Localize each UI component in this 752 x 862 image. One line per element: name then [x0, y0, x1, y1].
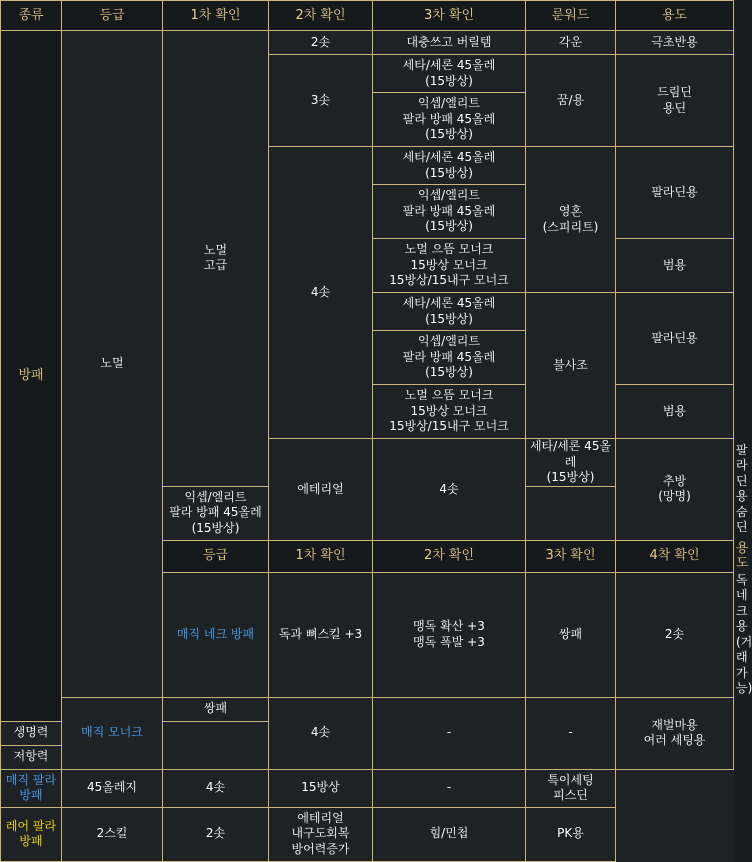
grade-magic-paladin: 매직 팔라 방패 [1, 769, 62, 807]
check1: 45올레지 [62, 769, 163, 807]
check3: 쌍패 [526, 572, 616, 697]
type-shield: 방패 [1, 31, 62, 722]
header-check2: 2차 확인 [269, 1, 373, 31]
sockets-4: 4솟 [269, 147, 373, 439]
shield-table: 종류 등급 1차 확인 2차 확인 3차 확인 룬워드 용도 방패 노멀 노멀 고급 2솟 대충쓰고 버릴템 각운 극초반용 3솟 세타/세론 45올레 (15방상) 꿈/용 드림딘 용딘 익셉/엘리트 팔라 방패 45올레 (15방상) 4솟 세타/세론 45올레 (15방상) 영혼 (스피리트) 팔라딘용 익셉/엘리트 팔라 방패 45올레 (15방상) 노멀 으뜸 모너크 15방상 모너크 15방상/15내구 모너크 범용 세타/세론 45올레 (15방상) 불사조 팔라딘용 익셉/엘리트 팔라 방패 45올레 (15방상) 노멀 으뜸 모너크 15방상 모너크 15방상/15내구 모너크 범용 에테리얼 4솟 세타/세론 45올레 (15방상) 추방 (망명) 팔라딘용 숨딘 익셉/엘리트 팔라 방패 45올레 (15방상) 등급 1차 확인 2차 확인 3차 확인 4착 확인 용도 매직 네크 방패 독과 뼈스킬 +3 맹독 확산 +3 맹독 폭발 +3 쌍패 2솟 독네크용 (거래 가능) 매직 모너크 쌍패 4솟 - - 재벌마용 여러 세팅용 생명력 저항력 매직 팔라 방패 45올레지 4솟 15방상 - 특이세팅 피스딘 레어 팔라 방패 2스킬 2솟 에테리얼 내구도회복 방어력증가 힘/민첩 PK용 [0, 0, 734, 862]
header-row-2: 등급 1차 확인 2차 확인 3차 확인 4착 확인 용도 [1, 540, 734, 572]
check4: - [526, 697, 616, 769]
check2: 2솟 [163, 807, 269, 861]
usage-paladin: 팔라딘용 [616, 293, 734, 385]
header2-check4: 4착 확인 [616, 540, 734, 572]
rune-rhyme: 각운 [526, 31, 616, 55]
usage: 특이세팅 피스딘 [526, 769, 616, 807]
check1: 저항력 [1, 745, 62, 769]
check3-base: 세타/세론 45올레 (15방상) [373, 55, 526, 93]
check3-exceptional: 익셉/엘리트 팔라 방패 45올레 (15방상) [373, 331, 526, 385]
header-check1: 1차 확인 [163, 1, 269, 31]
header2-check3: 3차 확인 [526, 540, 616, 572]
sockets-4: 4솟 [373, 439, 526, 541]
check4: 2솟 [616, 572, 734, 697]
check3-base: 세타/세론 45올레 (15방상) [526, 439, 616, 487]
grade-normal: 노멀 [62, 31, 163, 698]
table-row [1, 697, 734, 721]
check1: 생명력 [1, 721, 62, 745]
usage-early: 극초반용 [616, 31, 734, 55]
rune-spirit: 영혼 (스피리트) [526, 147, 616, 293]
header-type: 종류 [1, 1, 62, 31]
usage: 재벌마용 여러 세팅용 [616, 697, 734, 769]
usage-paladin: 팔라딘용 [616, 147, 734, 239]
check3-exceptional: 익셉/엘리트 팔라 방패 45올레 (15방상) [163, 486, 269, 540]
header-row [1, 1, 734, 31]
check2: 4솟 [163, 769, 269, 807]
header2-check1: 1차 확인 [269, 540, 373, 572]
rune-phoenix: 불사조 [526, 293, 616, 439]
usage-general: 범용 [616, 385, 734, 439]
check1: 독과 뼈스킬 +3 [269, 572, 373, 697]
usage-general: 범용 [616, 239, 734, 293]
table-row [1, 807, 734, 861]
check1: 쌍패 [163, 697, 269, 721]
check3-monarch: 노멀 으뜸 모너크 15방상 모너크 15방상/15내구 모너크 [373, 385, 526, 439]
check3: - [373, 697, 526, 769]
header-grade: 등급 [62, 1, 163, 31]
sockets-2: 2솟 [269, 31, 373, 55]
check1-ethereal: 에테리얼 [269, 439, 373, 541]
header-usage: 용도 [616, 1, 734, 31]
check2: 4솟 [269, 697, 373, 769]
check3-monarch: 노멀 으뜸 모너크 15방상 모너크 15방상/15내구 모너크 [373, 239, 526, 293]
check3: 에테리얼 내구도회복 방어력증가 [269, 807, 373, 861]
check2: 맹독 확산 +3 맹독 폭발 +3 [373, 572, 526, 697]
check3: 15방상 [269, 769, 373, 807]
check4: - [373, 769, 526, 807]
header-check3: 3차 확인 [373, 1, 526, 31]
grade-rare-paladin: 레어 팔라 방패 [1, 807, 62, 861]
check3-exceptional: 익셉/엘리트 팔라 방패 45올레 (15방상) [373, 93, 526, 147]
sockets-3: 3솟 [269, 55, 373, 147]
header2-grade: 등급 [163, 540, 269, 572]
rune-exile: 추방 (망명) [616, 439, 734, 541]
table-row: 매직 네크 방패 독과 뼈스킬 +3 맹독 확산 +3 맹독 폭발 +3 쌍패 2솟 독네크용 (거래 가능) [1, 572, 734, 697]
check3-exceptional: 익셉/엘리트 팔라 방패 45올레 (15방상) [373, 185, 526, 239]
header-runeword: 룬워드 [526, 1, 616, 31]
rune-dream-dragon: 꿈/용 [526, 55, 616, 147]
header2-check2: 2차 확인 [373, 540, 526, 572]
check1-normal-high: 노멀 고급 [163, 31, 269, 487]
usage-dream: 드림딘 용딘 [616, 55, 734, 147]
check4: 힘/민첩 [373, 807, 526, 861]
check3-disposable: 대충쓰고 버릴템 [373, 31, 526, 55]
grade-magic-monarch: 매직 모너크 [62, 697, 163, 769]
check3-base: 세타/세론 45올레 (15방상) [373, 293, 526, 331]
usage: PK용 [526, 807, 616, 861]
table-row [1, 769, 734, 807]
check3-base: 세타/세론 45올레 (15방상) [373, 147, 526, 185]
grade-magic-necro: 매직 네크 방패 [163, 572, 269, 697]
check1: 2스킬 [62, 807, 163, 861]
